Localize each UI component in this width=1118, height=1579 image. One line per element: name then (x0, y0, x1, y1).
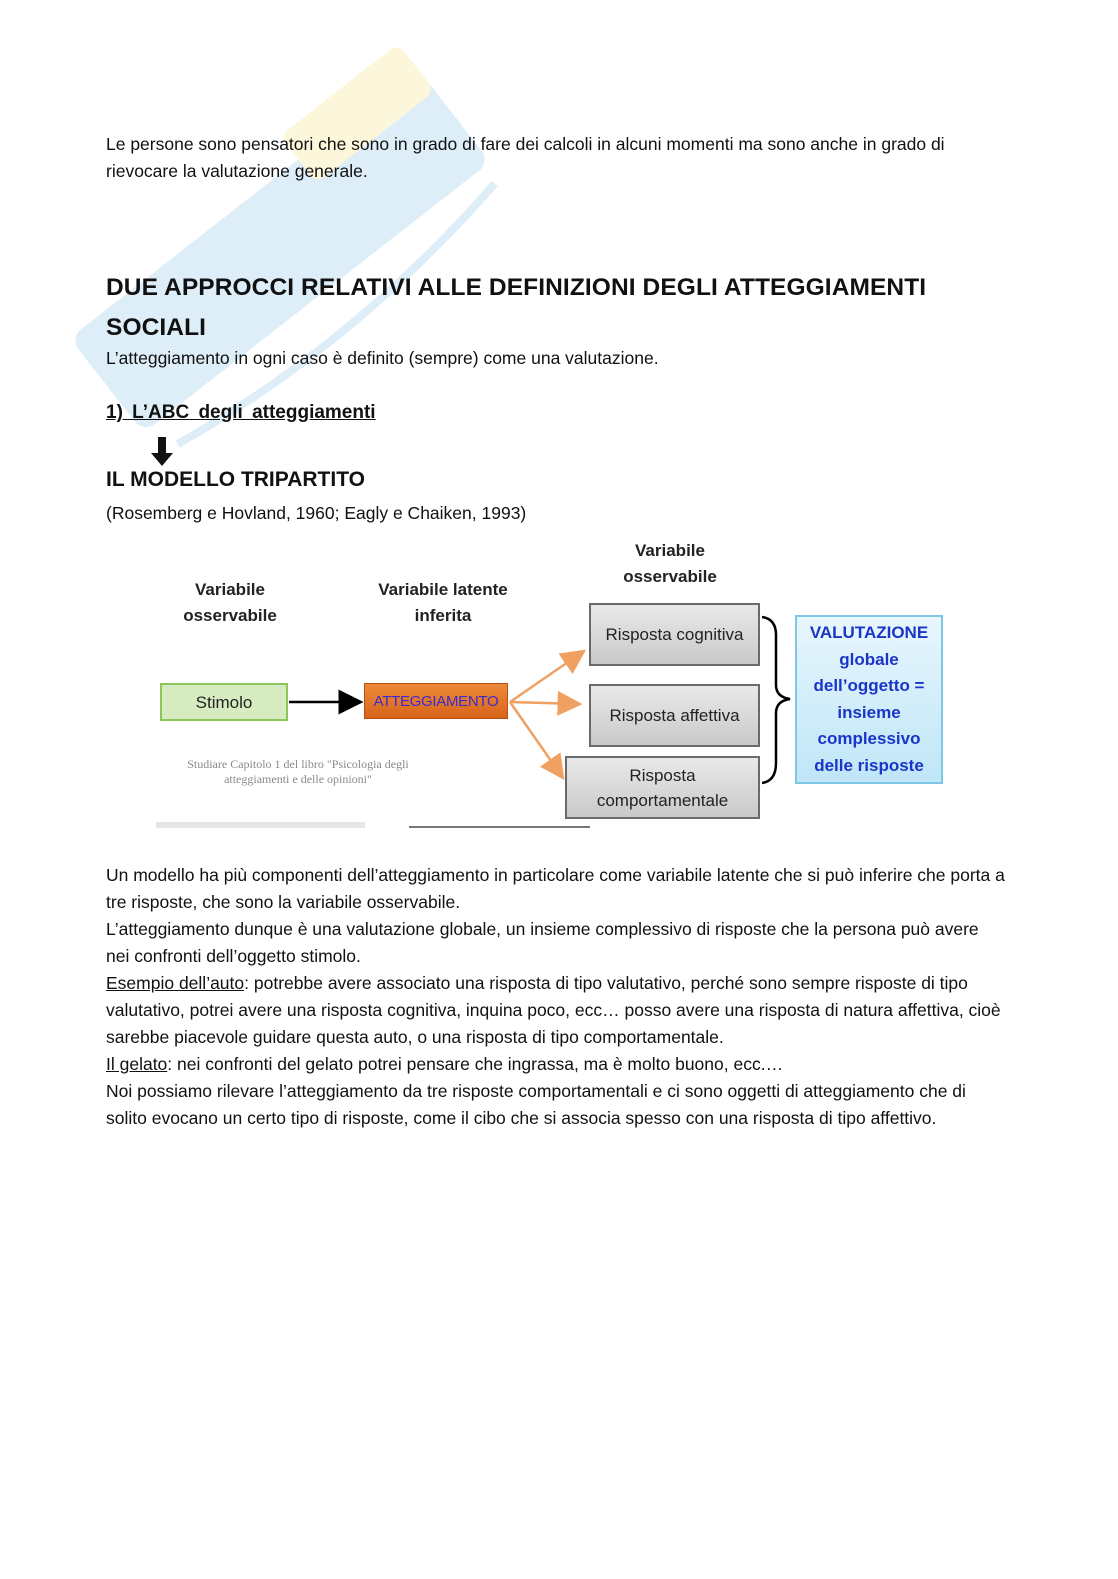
model-citation: (Rosemberg e Hovland, 1960; Eagly e Chaiken, 1993) (106, 503, 527, 523)
study-note: Studiare Capitolo 1 del libro "Psicologia degli atteggiamenti e delle opinioni" (187, 757, 409, 786)
car-example-label: Esempio dell’auto (106, 973, 245, 993)
evaluation-box: VALUTAZIONE globale dell’oggetto = insieme complessivo delle risposte (795, 615, 943, 784)
car-example-text: : potrebbe avere associato una risposta di tipo valutativo, perché sono sempre risposte di tipo valutativo, potrei avere una risposta cognitiva, inquina poco, ecc… posso avere una risposta di natura affettiva, cioè sarebbe piacevole guidare questa auto, o una risposta di tipo comportamentale. (106, 973, 1001, 1047)
icecream-example-text: : nei confronti del gelato potrei pensare che ingrassa, ma è molto buono, ecc.… (167, 1054, 784, 1074)
paragraph-global-evaluation: L’atteggiamento dunque è una valutazione globale, un insieme complessivo di risposte che la persona può avere nei confronti dell’oggetto stimolo. (106, 919, 979, 966)
body-text (106, 862, 1006, 1132)
arrow-to-cognitive (510, 651, 584, 702)
paragraph-model: Un modello ha più componenti dell’atteggiamento in particolare come variabile latente che si può inferire che porta a tre risposte, che sono la variabile osservabile. (106, 865, 1005, 912)
label-observable-right: Variabile osservabile (623, 541, 717, 586)
response-affective-box: Risposta affettiva (589, 684, 760, 747)
intro-paragraph: Le persone sono pensatori che sono in grado di fare dei calcoli in alcuni momenti ma sono anche in grado di rievocare la valutazione generale. (106, 134, 945, 181)
arrow-to-behavioral (510, 702, 563, 778)
label-latent: Variabile latente inferita (378, 580, 508, 625)
subsection-title: 1) L’ABC degli atteggiamenti (106, 402, 376, 423)
section-intro: L’atteggiamento in ogni caso è definito (sempre) come una valutazione. (106, 348, 659, 368)
label-observable-left: Variabile osservabile (183, 580, 277, 625)
tripartite-model-diagram (150, 535, 960, 835)
paragraph-icecream-example (106, 1051, 1006, 1078)
icecream-example-label: Il gelato (106, 1054, 168, 1074)
down-arrow-icon (150, 437, 174, 467)
response-cognitive-box: Risposta cognitiva (589, 603, 760, 666)
attitude-box: ATTEGGIAMENTO (364, 683, 508, 719)
paragraph-detection: Noi possiamo rilevare l’atteggiamento da tre risposte comportamentali e ci sono oggetti di atteggiamento che di solito evocano un certo tipo di risposte, come il cibo che si associa spesso con una risposta di tipo affettivo. (106, 1081, 966, 1128)
section-title: DUE APPROCCI RELATIVI ALLE DEFINIZIONI DEGLI ATTEGGIAMENTI SOCIALI (106, 274, 927, 341)
response-behavioral-box: Risposta comportamentale (565, 756, 760, 819)
watermark-logo (20, 40, 540, 460)
stimulus-box: Stimolo (160, 683, 288, 721)
grouping-brace (762, 617, 790, 783)
model-title: IL MODELLO TRIPARTITO (106, 468, 365, 491)
paragraph-car-example (106, 970, 1006, 1051)
arrow-to-affective (510, 702, 580, 704)
